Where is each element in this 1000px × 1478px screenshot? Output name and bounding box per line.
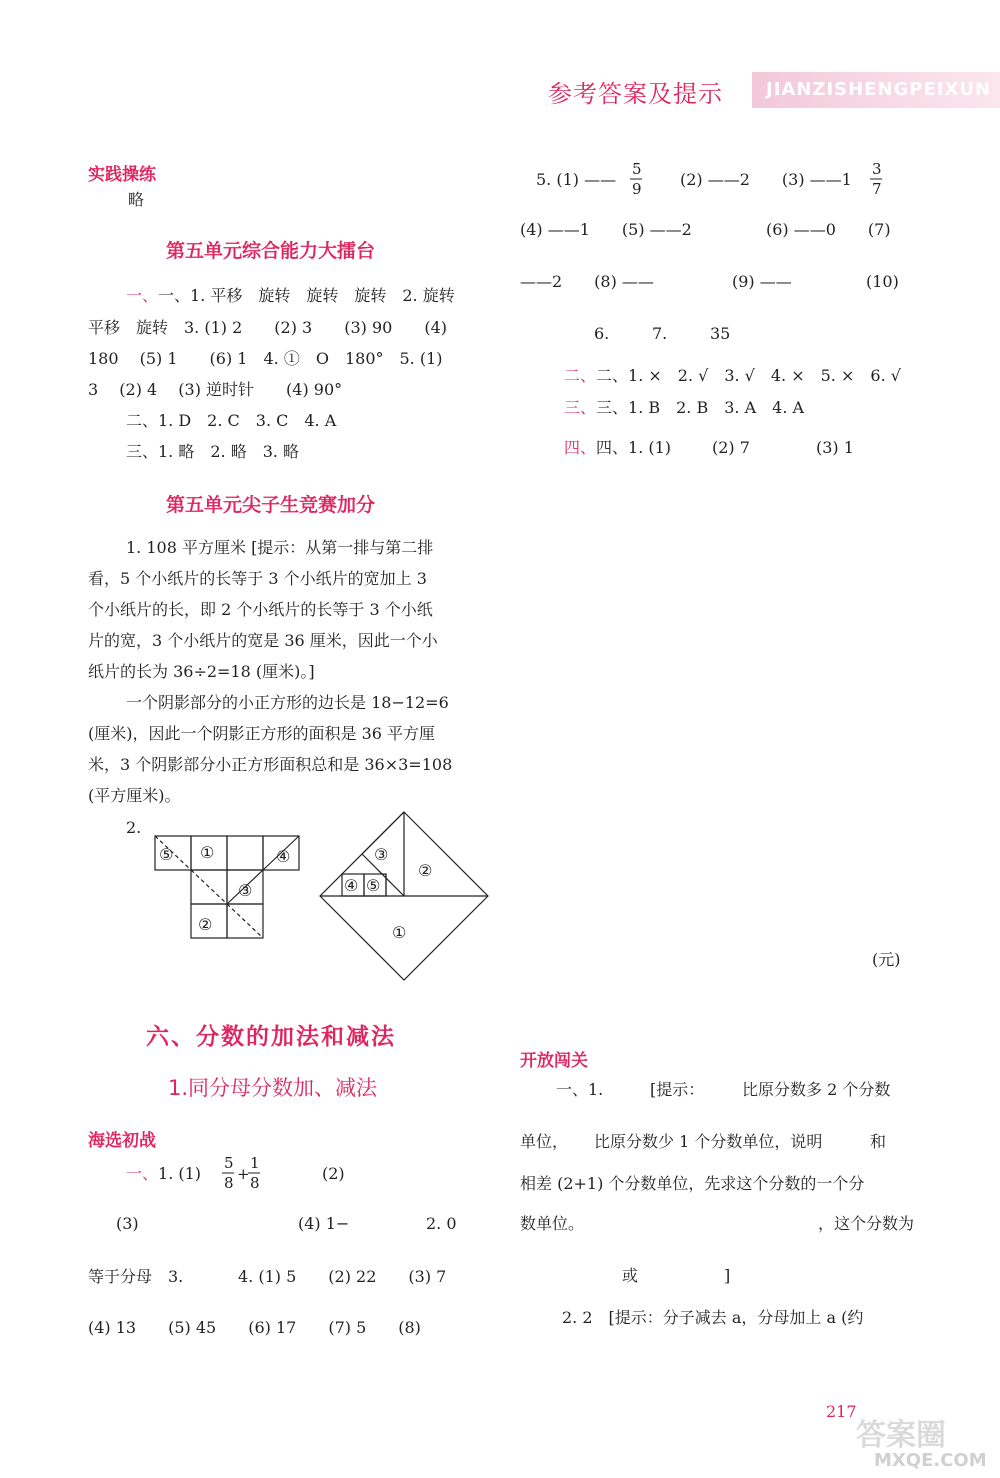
page-number: 217 [826,1402,857,1421]
fig1-label-5: ⑤ [159,845,174,864]
section-open: 开放闯关 [520,1051,588,1071]
open-less: 比原分数少 1 个分数单位，说明 [594,1132,823,1151]
squares-figure [150,834,310,974]
contest-line-8: 米，3 个阴影部分小正方形面积总和是 36×3=108 [88,755,453,774]
r-four-2: (2) 7 [712,438,750,457]
contest-line-4: 片的宽，3 个小纸片的宽是 36 厘米，因此一个小 [88,631,438,650]
section-practice: 实践操练 [88,165,156,185]
u5-line-1: 一、一、1. 平移 旋转 旋转 旋转 2. 旋转 [126,286,455,305]
fig2-label-4: ④ [344,876,359,895]
first-2: 2. 0 [426,1214,457,1233]
fig1-label-3: ③ [238,881,253,900]
practice-answer: 略 [128,190,145,209]
first-line-eq: 等于分母 3. [88,1267,184,1286]
heading-unit5-contest: 第五单元尖子生竞赛加分 [166,494,376,516]
yuan-1: (元) [872,950,901,969]
open-unit2: 数单位。 [520,1214,585,1233]
svg-text:5: 5 [632,160,642,178]
u5-line-2: 平移 旋转 3. (1) 2 (2) 3 (3) 90 (4) [88,318,447,337]
open-2: 2. 2 [提示：分子减去 a，分母加上 a (约 [562,1308,864,1327]
header-title: 参考答案及提示 [548,80,723,108]
r-line-35: 35 [710,324,731,343]
lesson-heading: 1.同分母分数加、减法 [168,1076,378,1100]
r-line-5-2: (2) ——2 (3) ——1 [680,170,852,189]
r-line-q6: 6. [594,324,610,343]
fig2-label-5: ⑤ [366,876,381,895]
r-sec-two: 二、二、1. × 2. √ 3. √ 4. × 5. × 6. √ [564,366,901,385]
r-sec-three: 三、三、1. B 2. B 3. A 4. A [564,398,805,417]
section-first-battle: 海选初战 [88,1131,156,1151]
open-or: 或 [622,1266,639,1285]
open-and: 和 [870,1132,887,1151]
contest-line-9: (平方厘米)。 [88,786,181,805]
watermark: 答案圈 [856,1418,946,1453]
first-q2: (2) [322,1164,345,1183]
r-sec-four: 四、四、1. (1) [564,438,672,457]
u5-line-5: 二、1. D 2. C 3. C 4. A [126,411,337,430]
fig1-label-2: ② [198,915,213,934]
fig2-label-3: ③ [374,845,389,864]
svg-text:+: + [237,1165,250,1183]
first-line-1: 一、1. (1) [126,1164,202,1183]
svg-text:9: 9 [632,180,642,198]
r-line-8: ——2 (8) —— [520,272,654,291]
u5-line-6: 三、1. 略 2. 略 3. 略 [126,442,300,461]
r-line-10: (10) [866,272,899,291]
frac-5-8-1-8 [220,1154,280,1194]
r-line-q7: 7. [652,324,668,343]
open-close: ] [724,1266,731,1285]
r-line-6: (6) ——0 (7) [766,220,891,239]
open-hint: [提示： [650,1080,705,1099]
frac-5-9 [628,160,648,200]
contest-line-3: 个小纸片的长，即 2 个小纸片的长等于 3 个小纸 [88,600,433,619]
open-diff: 相差 (2+1) 个分数单位，先求这个分数的一个分 [520,1174,865,1193]
svg-text:3: 3 [872,160,882,178]
svg-text:8: 8 [250,1174,260,1192]
diamond-figure [318,810,498,982]
first-line-4: 4. (1) 5 (2) 22 (3) 7 [238,1267,447,1286]
header-tag: JIANZISHENGPEIXUN [752,72,1000,108]
contest-line-6: 一个阴影部分的小正方形的边长是 18−12=6 [126,693,449,712]
watermark-url: MXQE.COM [874,1450,987,1471]
fig2-label-1: ① [392,923,407,942]
open-unit: 单位， [520,1132,569,1151]
first-q4: (4) 1− [298,1214,350,1233]
first-q3: (3) [116,1214,139,1233]
fig2-label-2: ② [418,861,433,880]
r-four-3: (3) 1 [816,438,854,457]
r-line-9: (9) —— [732,272,792,291]
contest-line-7: (厘米)，因此一个阴影正方形的面积是 36 平方厘 [88,724,436,743]
open-this: ，这个分数为 [818,1214,915,1233]
svg-text:5: 5 [224,1154,234,1172]
u5-line-4: 3 (2) 4 (3) 逆时针 (4) 90° [88,380,343,399]
open-1: 一、1. [556,1080,604,1099]
chapter-heading: 六、分数的加法和减法 [146,1024,396,1050]
svg-text:1: 1 [250,1154,260,1172]
r-line-4: (4) ——1 (5) ——2 [520,220,692,239]
first-line-last: (4) 13 (5) 45 (6) 17 (7) 5 (8) [88,1318,421,1337]
fig1-label-4: ④ [276,847,291,866]
contest-line-1: 1. 108 平方厘米 [提示：从第一排与第二排 [126,538,434,557]
frac-3-7 [868,160,888,200]
svg-text:8: 8 [224,1174,234,1192]
fig1-label-1: ① [200,843,215,862]
contest-line-2: 看，5 个小纸片的长等于 3 个小纸片的宽加上 3 [88,569,427,588]
svg-text:7: 7 [872,180,882,198]
r-line-5-1: 5. (1) —— [536,170,617,189]
q2-label: 2. [126,818,142,837]
heading-unit5-ability: 第五单元综合能力大擂台 [166,240,376,262]
open-more: 比原分数多 2 个分数 [742,1080,891,1099]
u5-line-3: 180 (5) 1 (6) 1 4. ① O 180° 5. (1) [88,349,443,368]
contest-line-5: 纸片的长为 36÷2=18 (厘米)。] [88,662,315,681]
